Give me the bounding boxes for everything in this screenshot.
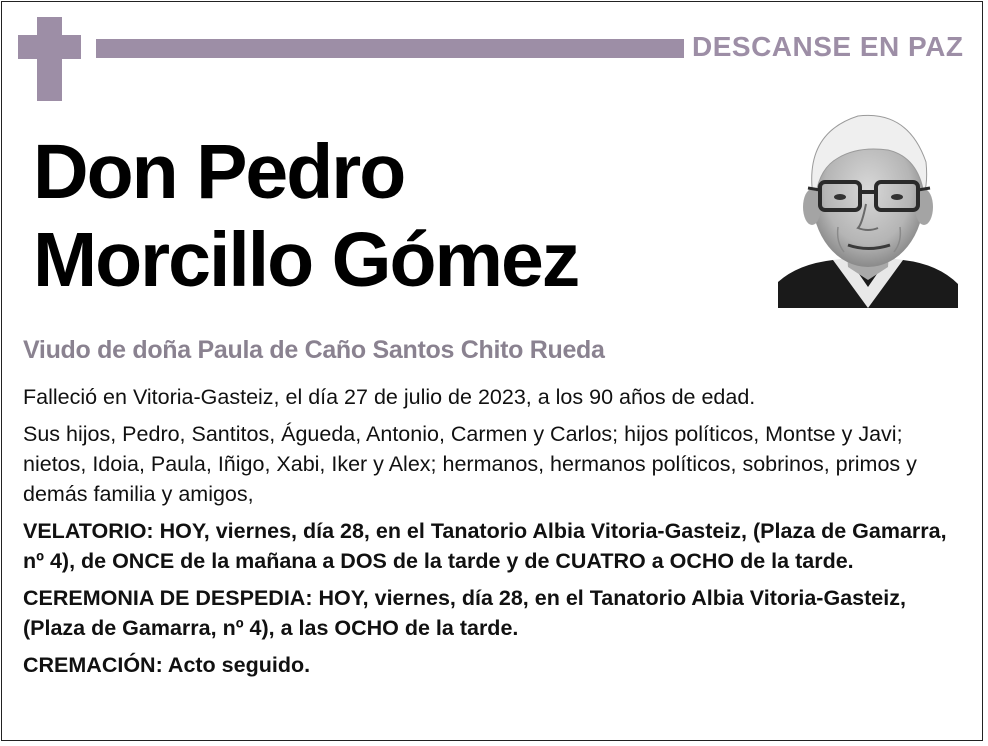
death-notice: Falleció en Vitoria-Gasteiz, el día 27 de julio de 2023, a los 90 años de edad. — [23, 385, 756, 409]
header-label: DESCANSE EN PAZ — [692, 31, 964, 62]
obituary-body — [23, 382, 963, 687]
spouse-line: Viudo de doña Paula de Caño Santos Chito Rueda — [23, 336, 605, 364]
cross-horizontal-bar — [18, 35, 81, 59]
family-notice: Sus hijos, Pedro, Santitos, Águeda, Antonio, Carmen y Carlos; hijos políticos, Montse y Javi; nietos, Idoia, Paula, Iñigo, Xabi, Iker y Alex; hermanos, hermanos políticos, sobrinos, primos y demás familia y amigos, — [23, 422, 917, 506]
deceased-name — [33, 128, 578, 304]
header-rule — [96, 39, 684, 58]
name-line-1: Don Pedro — [33, 129, 405, 215]
cross-vertical-bar — [37, 17, 62, 101]
name-line-2: Morcillo Gómez — [33, 217, 579, 303]
portrait-illustration — [778, 102, 958, 308]
velatorio-notice: VELATORIO: HOY, viernes, día 28, en el Tanatorio Albia Vitoria-Gasteiz, (Plaza de Gamarra, nº 4), de ONCE de la mañana a DOS de la tarde y de CUATRO a OCHO de la tarde. — [23, 519, 947, 573]
cremacion-notice: CREMACIÓN: Acto seguido. — [23, 653, 311, 677]
portrait-photo — [778, 102, 958, 308]
ceremonia-notice: CEREMONIA DE DESPEDIA: HOY, viernes, día 28, en el Tanatorio Albia Vitoria-Gasteiz, (Plaza de Gamarra, nº 4), a las OCHO de la tarde. — [23, 586, 906, 640]
